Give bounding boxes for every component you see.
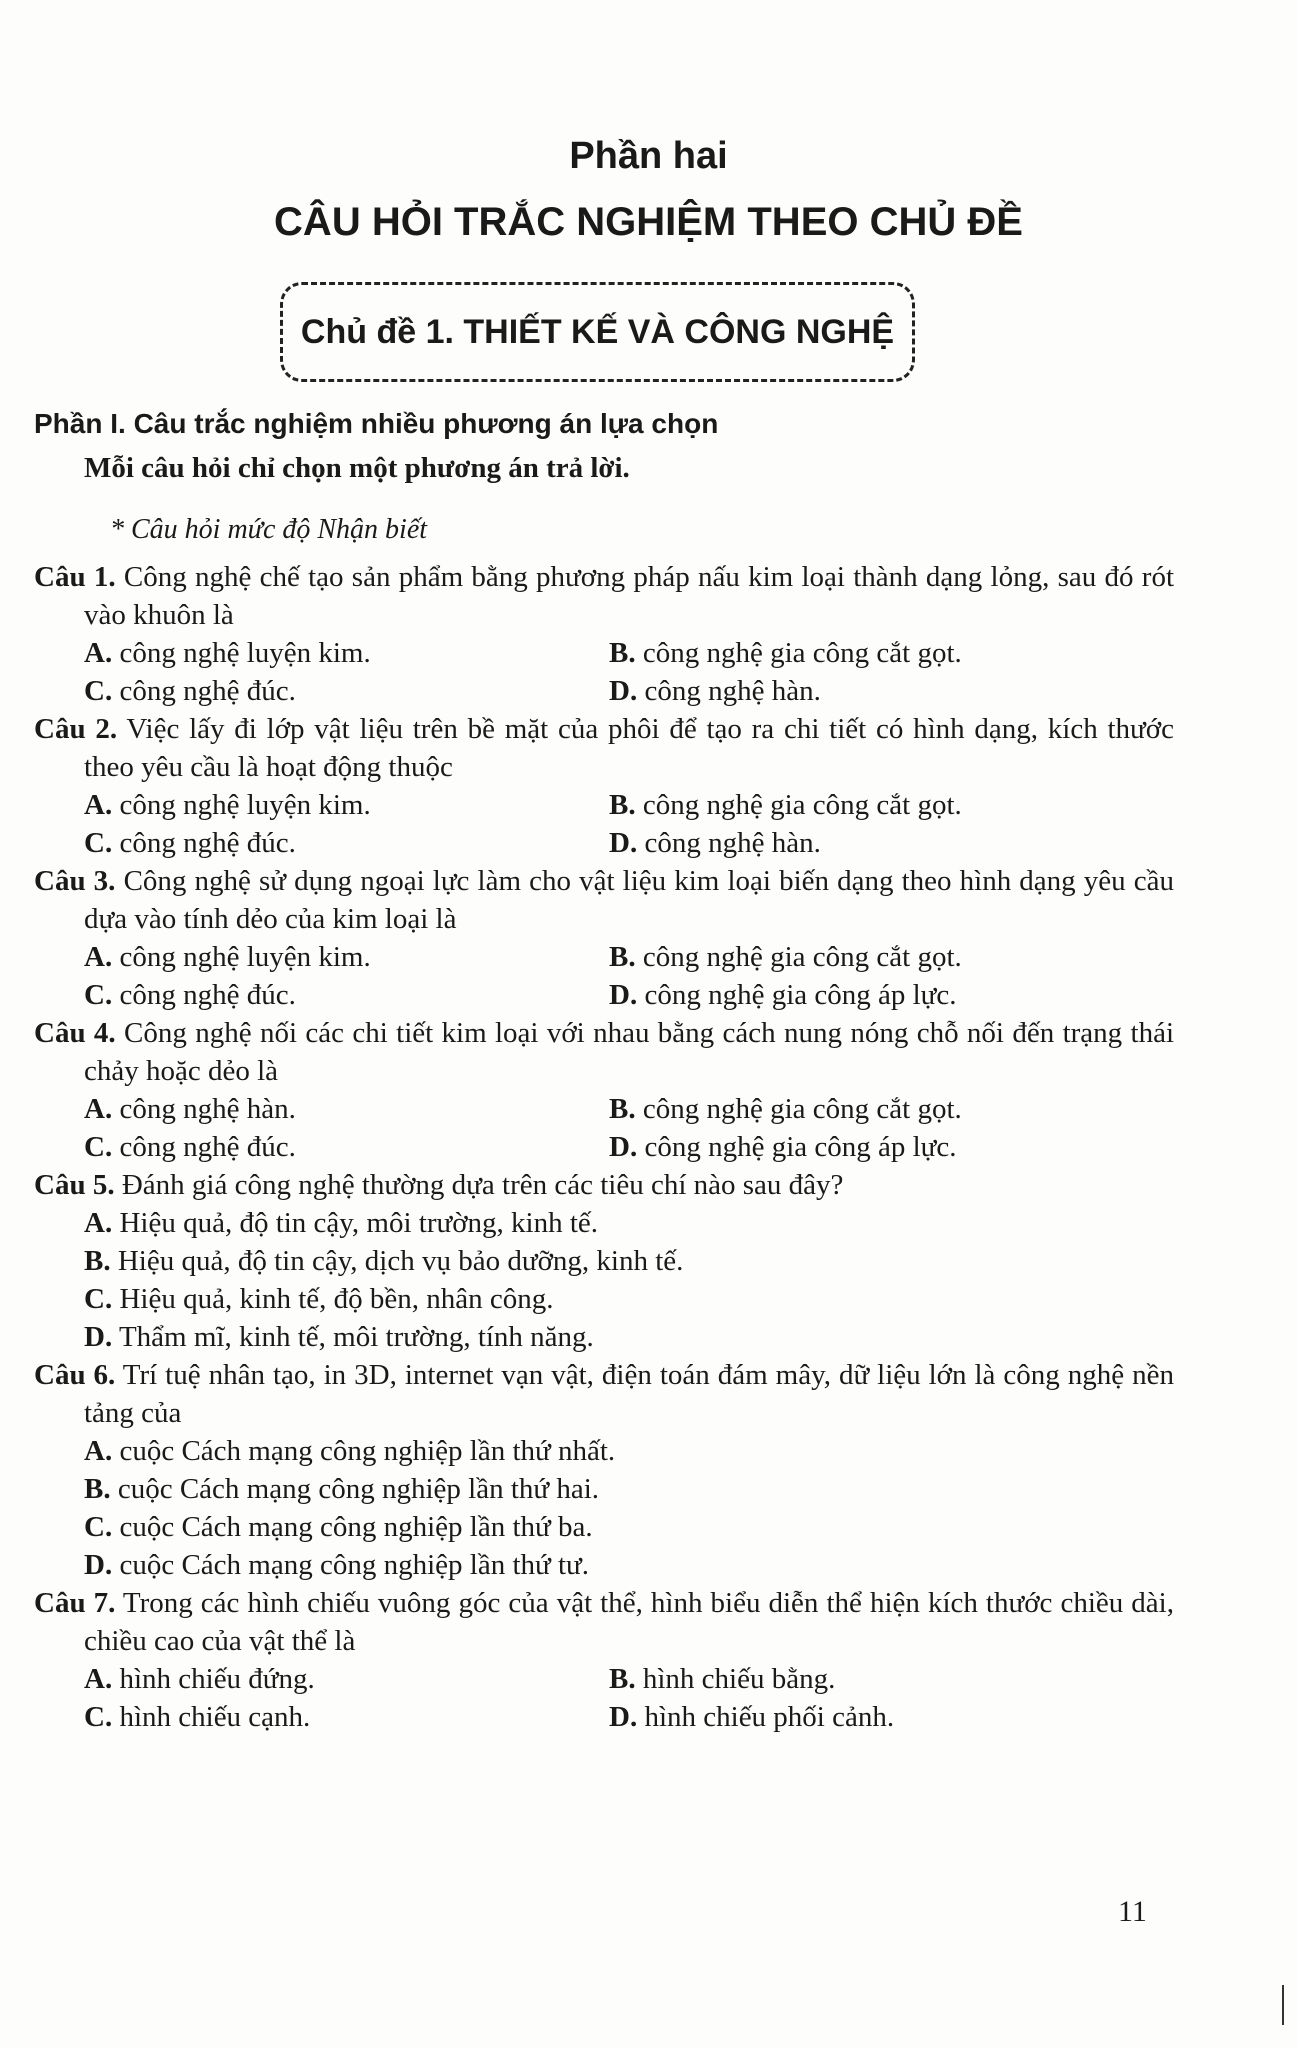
option-letter: C. [84,1701,113,1733]
question [34,710,1174,862]
option-text: công nghệ luyện kim. [119,941,371,973]
option-letter: D. [609,1131,638,1163]
option-text: công nghệ gia công áp lực. [644,979,957,1011]
topic-box [280,282,915,382]
option-letter: C. [84,675,113,707]
option-text: hình chiếu cạnh. [119,1701,311,1733]
instruction: Mỗi câu hỏi chỉ chọn một phương án trả lời. [84,452,630,484]
edge-mark [1282,1985,1284,2025]
option[interactable] [609,634,1169,672]
option[interactable] [84,1090,609,1128]
option-letter: B. [609,637,636,669]
question-list [34,558,1174,1736]
question-stem [34,558,1174,634]
question-stem [34,862,1174,938]
option-grid [34,938,1174,1014]
option-text: công nghệ luyện kim. [119,789,371,821]
option-grid [34,786,1174,862]
option[interactable] [609,1128,1169,1166]
option[interactable] [34,1204,1174,1242]
option-letter: A. [84,1663,113,1695]
option-letter: C. [84,1283,113,1315]
option[interactable] [609,1660,1169,1698]
main-title: CÂU HỎI TRẮC NGHIỆM THEO CHỦ ĐỀ [274,200,1023,244]
option-letter: B. [84,1245,111,1277]
question-number: Câu 6. [34,1359,116,1391]
question [34,1166,1174,1356]
option-grid [34,634,1174,710]
question-number: Câu 3. [34,865,116,897]
level-label: * Câu hỏi mức độ Nhận biết [110,514,428,545]
option-letter: D. [609,827,638,859]
option[interactable] [84,1698,609,1736]
option-letter: D. [84,1549,113,1581]
option-text: Hiệu quả, độ tin cậy, môi trường, kinh tế. [119,1207,599,1239]
question-text: Trí tuệ nhân tạo, in 3D, internet vạn vật, điện toán đám mây, dữ liệu lớn là công nghệ nền tảng của [84,1359,1174,1429]
option-letter: A. [84,1093,113,1125]
question-number: Câu 7. [34,1587,116,1619]
option-text: hình chiếu bằng. [642,1663,836,1695]
question-text: Trong các hình chiếu vuông góc của vật thể, hình biểu diễn thể hiện kích thước chiều dài, chiều cao của vật thể là [84,1587,1174,1657]
option[interactable] [609,1090,1169,1128]
question-stem [34,1014,1174,1090]
question-number: Câu 4. [34,1017,116,1049]
option-text: cuộc Cách mạng công nghiệp lần thứ nhất. [119,1435,616,1467]
question [34,1014,1174,1166]
option-letter: A. [84,789,113,821]
option[interactable] [84,1660,609,1698]
option-text: công nghệ đúc. [119,1131,296,1163]
option-letter: C. [84,827,113,859]
page-number: 11 [1118,1895,1147,1928]
question [34,558,1174,710]
option[interactable] [34,1280,1174,1318]
option-text: công nghệ hàn. [644,675,821,707]
option[interactable] [609,824,1169,862]
option[interactable] [609,1698,1169,1736]
option[interactable] [84,938,609,976]
option-letter: B. [609,941,636,973]
option-letter: B. [609,1663,636,1695]
question-text: Việc lấy đi lớp vật liệu trên bề mặt của phôi để tạo ra chi tiết có hình dạng, kích thước theo yêu cầu là hoạt động thuộc [84,713,1174,783]
option[interactable] [609,672,1169,710]
question-text: Công nghệ sử dụng ngoại lực làm cho vật liệu kim loại biến dạng theo hình dạng yêu cầu dựa vào tính dẻo của kim loại là [84,865,1175,935]
section-heading: Phần I. Câu trắc nghiệm nhiều phương án lựa chọn [34,408,719,439]
option[interactable] [609,786,1169,824]
question [34,1356,1174,1584]
question-stem [34,1166,1174,1204]
option-text: công nghệ hàn. [644,827,821,859]
option[interactable] [84,824,609,862]
option-grid [34,1090,1174,1166]
part-title: Phần hai [569,135,728,177]
option-text: hình chiếu đứng. [119,1663,315,1695]
option-text: công nghệ gia công cắt gọt. [642,637,962,669]
option-text: cuộc Cách mạng công nghiệp lần thứ ba. [119,1511,593,1543]
option-letter: B. [609,789,636,821]
option-letter: C. [84,1511,113,1543]
option-letter: A. [84,1435,113,1467]
option-text: công nghệ gia công áp lực. [644,1131,957,1163]
option-text: công nghệ gia công cắt gọt. [642,941,962,973]
option[interactable] [84,634,609,672]
topic-title: Chủ đề 1. THIẾT KẾ VÀ CÔNG NGHỆ [300,312,895,351]
option-text: Hiệu quả, độ tin cậy, dịch vụ bảo dưỡng, kinh tế. [117,1245,684,1277]
option-text: Hiệu quả, kinh tế, độ bền, nhân công. [119,1283,554,1315]
option-text: công nghệ đúc. [119,979,296,1011]
option[interactable] [34,1546,1174,1584]
option-text: công nghệ đúc. [119,675,296,707]
question-text: Công nghệ chế tạo sản phẩm bằng phương pháp nấu kim loại thành dạng lỏng, sau đó rót vào khuôn là [84,561,1174,631]
option[interactable] [34,1508,1174,1546]
option[interactable] [34,1318,1174,1356]
option-letter: A. [84,637,113,669]
option-letter: D. [84,1321,113,1353]
option-letter: B. [84,1473,111,1505]
question-number: Câu 1. [34,561,116,593]
option-letter: B. [609,1093,636,1125]
option-text: công nghệ gia công cắt gọt. [642,1093,962,1125]
question-stem [34,1356,1174,1432]
option-letter: D. [609,675,638,707]
option-letter: C. [84,979,113,1011]
option[interactable] [34,1242,1174,1280]
option-text: cuộc Cách mạng công nghiệp lần thứ tư. [119,1549,589,1581]
question-number: Câu 5. [34,1169,115,1201]
option-letter: D. [609,979,638,1011]
option-letter: A. [84,941,113,973]
question-stem [34,710,1174,786]
option[interactable] [84,1128,609,1166]
option[interactable] [34,1470,1174,1508]
option[interactable] [84,976,609,1014]
option[interactable] [84,786,609,824]
option-text: công nghệ gia công cắt gọt. [642,789,962,821]
question-text: Công nghệ nối các chi tiết kim loại với nhau bằng cách nung nóng chỗ nối đến trạng thái chảy hoặc dẻo là [84,1017,1174,1087]
option-text: công nghệ hàn. [119,1093,296,1125]
option[interactable] [609,938,1169,976]
question [34,862,1174,1014]
option-letter: D. [609,1701,638,1733]
question [34,1584,1174,1736]
option-grid [34,1660,1174,1736]
option-text: Thẩm mĩ, kinh tế, môi trường, tính năng. [118,1321,594,1353]
option-text: công nghệ đúc. [119,827,296,859]
question-text: Đánh giá công nghệ thường dựa trên các tiêu chí nào sau đây? [121,1169,844,1201]
option-letter: A. [84,1207,113,1239]
question-number: Câu 2. [34,713,118,745]
question-stem [34,1584,1174,1660]
option-letter: C. [84,1131,113,1163]
option-text: hình chiếu phối cảnh. [644,1701,895,1733]
option[interactable] [34,1432,1174,1470]
option[interactable] [609,976,1169,1014]
option-text: công nghệ luyện kim. [119,637,371,669]
option-text: cuộc Cách mạng công nghiệp lần thứ hai. [117,1473,600,1505]
option[interactable] [84,672,609,710]
